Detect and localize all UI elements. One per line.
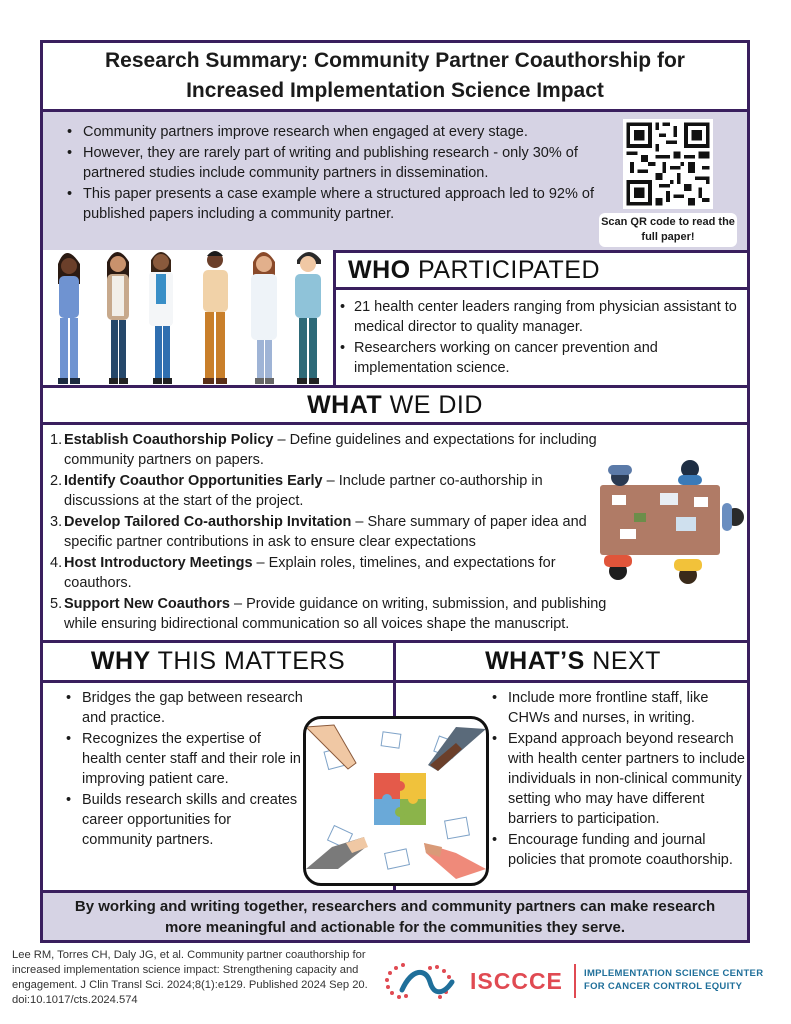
logo-mark-icon bbox=[382, 960, 464, 1004]
what-heading-bar bbox=[40, 385, 750, 425]
hand-icon bbox=[306, 725, 356, 769]
hand-icon bbox=[424, 843, 486, 879]
step-item: 1. Establish Coauthorship Policy – Define guidelines and expectations for including community partners on papers. bbox=[50, 432, 597, 468]
next-bullet: • Expand approach beyond research with health center partners to include individuals in non-clinical community setting who may have different barriers to participation. bbox=[490, 729, 745, 829]
puzzle-illustration bbox=[306, 719, 486, 883]
next-heading-box bbox=[396, 643, 750, 680]
qr-caption: Scan QR code to read the full paper! bbox=[599, 213, 737, 247]
who-bullet: • Researchers working on cancer prevention and implementation science. bbox=[340, 338, 740, 378]
puzzle-illustration-box bbox=[303, 716, 489, 886]
why-heading-box bbox=[43, 643, 393, 680]
why-bullet: • Bridges the gap between research and practice. bbox=[64, 688, 304, 728]
next-bullet: • Encourage funding and journal policies that promote coauthorship. bbox=[490, 830, 745, 870]
person-icon bbox=[604, 555, 632, 580]
person-icon bbox=[295, 252, 321, 384]
closing-statement: By working and writing together, researchers and community partners can make research more meaningful and actionable for the communities they serve. bbox=[74, 897, 716, 936]
title-box bbox=[40, 40, 750, 112]
who-bullet: • 21 health center leaders ranging from physician assistant to medical director to quality manager. bbox=[340, 297, 740, 337]
next-bullet: • Include more frontline staff, like CHWs and nurses, in writing. bbox=[490, 688, 745, 728]
why-heading: WHY THIS MATTERS bbox=[90, 647, 346, 675]
divider bbox=[574, 964, 576, 998]
iscce-logo bbox=[382, 960, 772, 1004]
next-heading: WHAT’S NEXT bbox=[485, 647, 661, 675]
person-icon bbox=[58, 253, 80, 384]
person-icon bbox=[722, 503, 744, 531]
steps-list bbox=[50, 430, 620, 635]
hand-icon bbox=[428, 727, 486, 771]
next-list bbox=[490, 688, 745, 871]
summary-bullet: • Community partners improve research when engaged at every stage. bbox=[65, 122, 613, 142]
person-icon bbox=[678, 460, 702, 485]
citation: Lee RM, Torres CH, Daly JG, et al. Community partner coauthorship for increased implementation science impact: Strengthening capacity and engagement. J Clin Transl Sci. 2024;8(1):e129. Published 2024 Sep 20. doi:10.1017/cts.2024.574 bbox=[12, 949, 368, 1006]
person-icon bbox=[107, 252, 129, 384]
step-item: 4. Host Introductory Meetings – Explain roles, timelines, and expectations for coauthors. bbox=[50, 555, 556, 591]
logo-subtitle: IMPLEMENTATION SCIENCE CENTER FOR CANCER CONTROL EQUITY bbox=[584, 968, 764, 992]
step-item: 3. Develop Tailored Co-authorship Invitation – Share summary of paper idea and specific partner contributions in ask to ensure clear expectations bbox=[50, 514, 587, 550]
hand-icon bbox=[306, 837, 368, 869]
person-icon bbox=[608, 465, 632, 486]
why-list bbox=[64, 688, 304, 851]
who-heading: WHO PARTICIPATED bbox=[348, 255, 601, 284]
step-item: 2. Identify Coauthor Opportunities Early – Include partner co-authorship in discussions at the start of the project. bbox=[50, 473, 543, 509]
divider bbox=[333, 250, 336, 386]
closing-band bbox=[43, 890, 747, 940]
person-icon bbox=[149, 252, 173, 384]
summary-bullet: • However, they are rarely part of writing and publishing research - only 30% of partnered studies include community partners in dissemination. bbox=[65, 143, 613, 183]
who-heading-bar bbox=[333, 250, 750, 290]
why-bullet: • Recognizes the expertise of health center staff and their role in improving patient care. bbox=[64, 729, 304, 789]
what-heading: WHAT WE DID bbox=[307, 390, 483, 419]
summary-list bbox=[65, 122, 613, 225]
who-list bbox=[340, 297, 740, 379]
person-icon bbox=[203, 251, 228, 384]
participants-illustration bbox=[43, 234, 333, 386]
page-title: Research Summary: Community Partner Coauthorship for Increased Implementation Science Impact bbox=[105, 49, 685, 102]
summary-band bbox=[43, 112, 747, 250]
person-icon bbox=[674, 559, 702, 584]
why-bullet: • Builds research skills and creates career opportunities for community partners. bbox=[64, 790, 304, 850]
person-icon bbox=[251, 252, 277, 384]
meeting-table-illustration bbox=[590, 455, 750, 590]
logo-acronym: ISCCCE bbox=[470, 968, 563, 994]
summary-bullet: • This paper presents a case example where a structured approach led to 92% of published papers including a community partner. bbox=[65, 184, 613, 224]
qr-code-icon[interactable] bbox=[623, 119, 713, 209]
step-item: 5. Support New Coauthors – Provide guidance on writing, submission, and publishing while ensuring bidirectional communication so all voices shape the manuscript. bbox=[50, 596, 607, 632]
